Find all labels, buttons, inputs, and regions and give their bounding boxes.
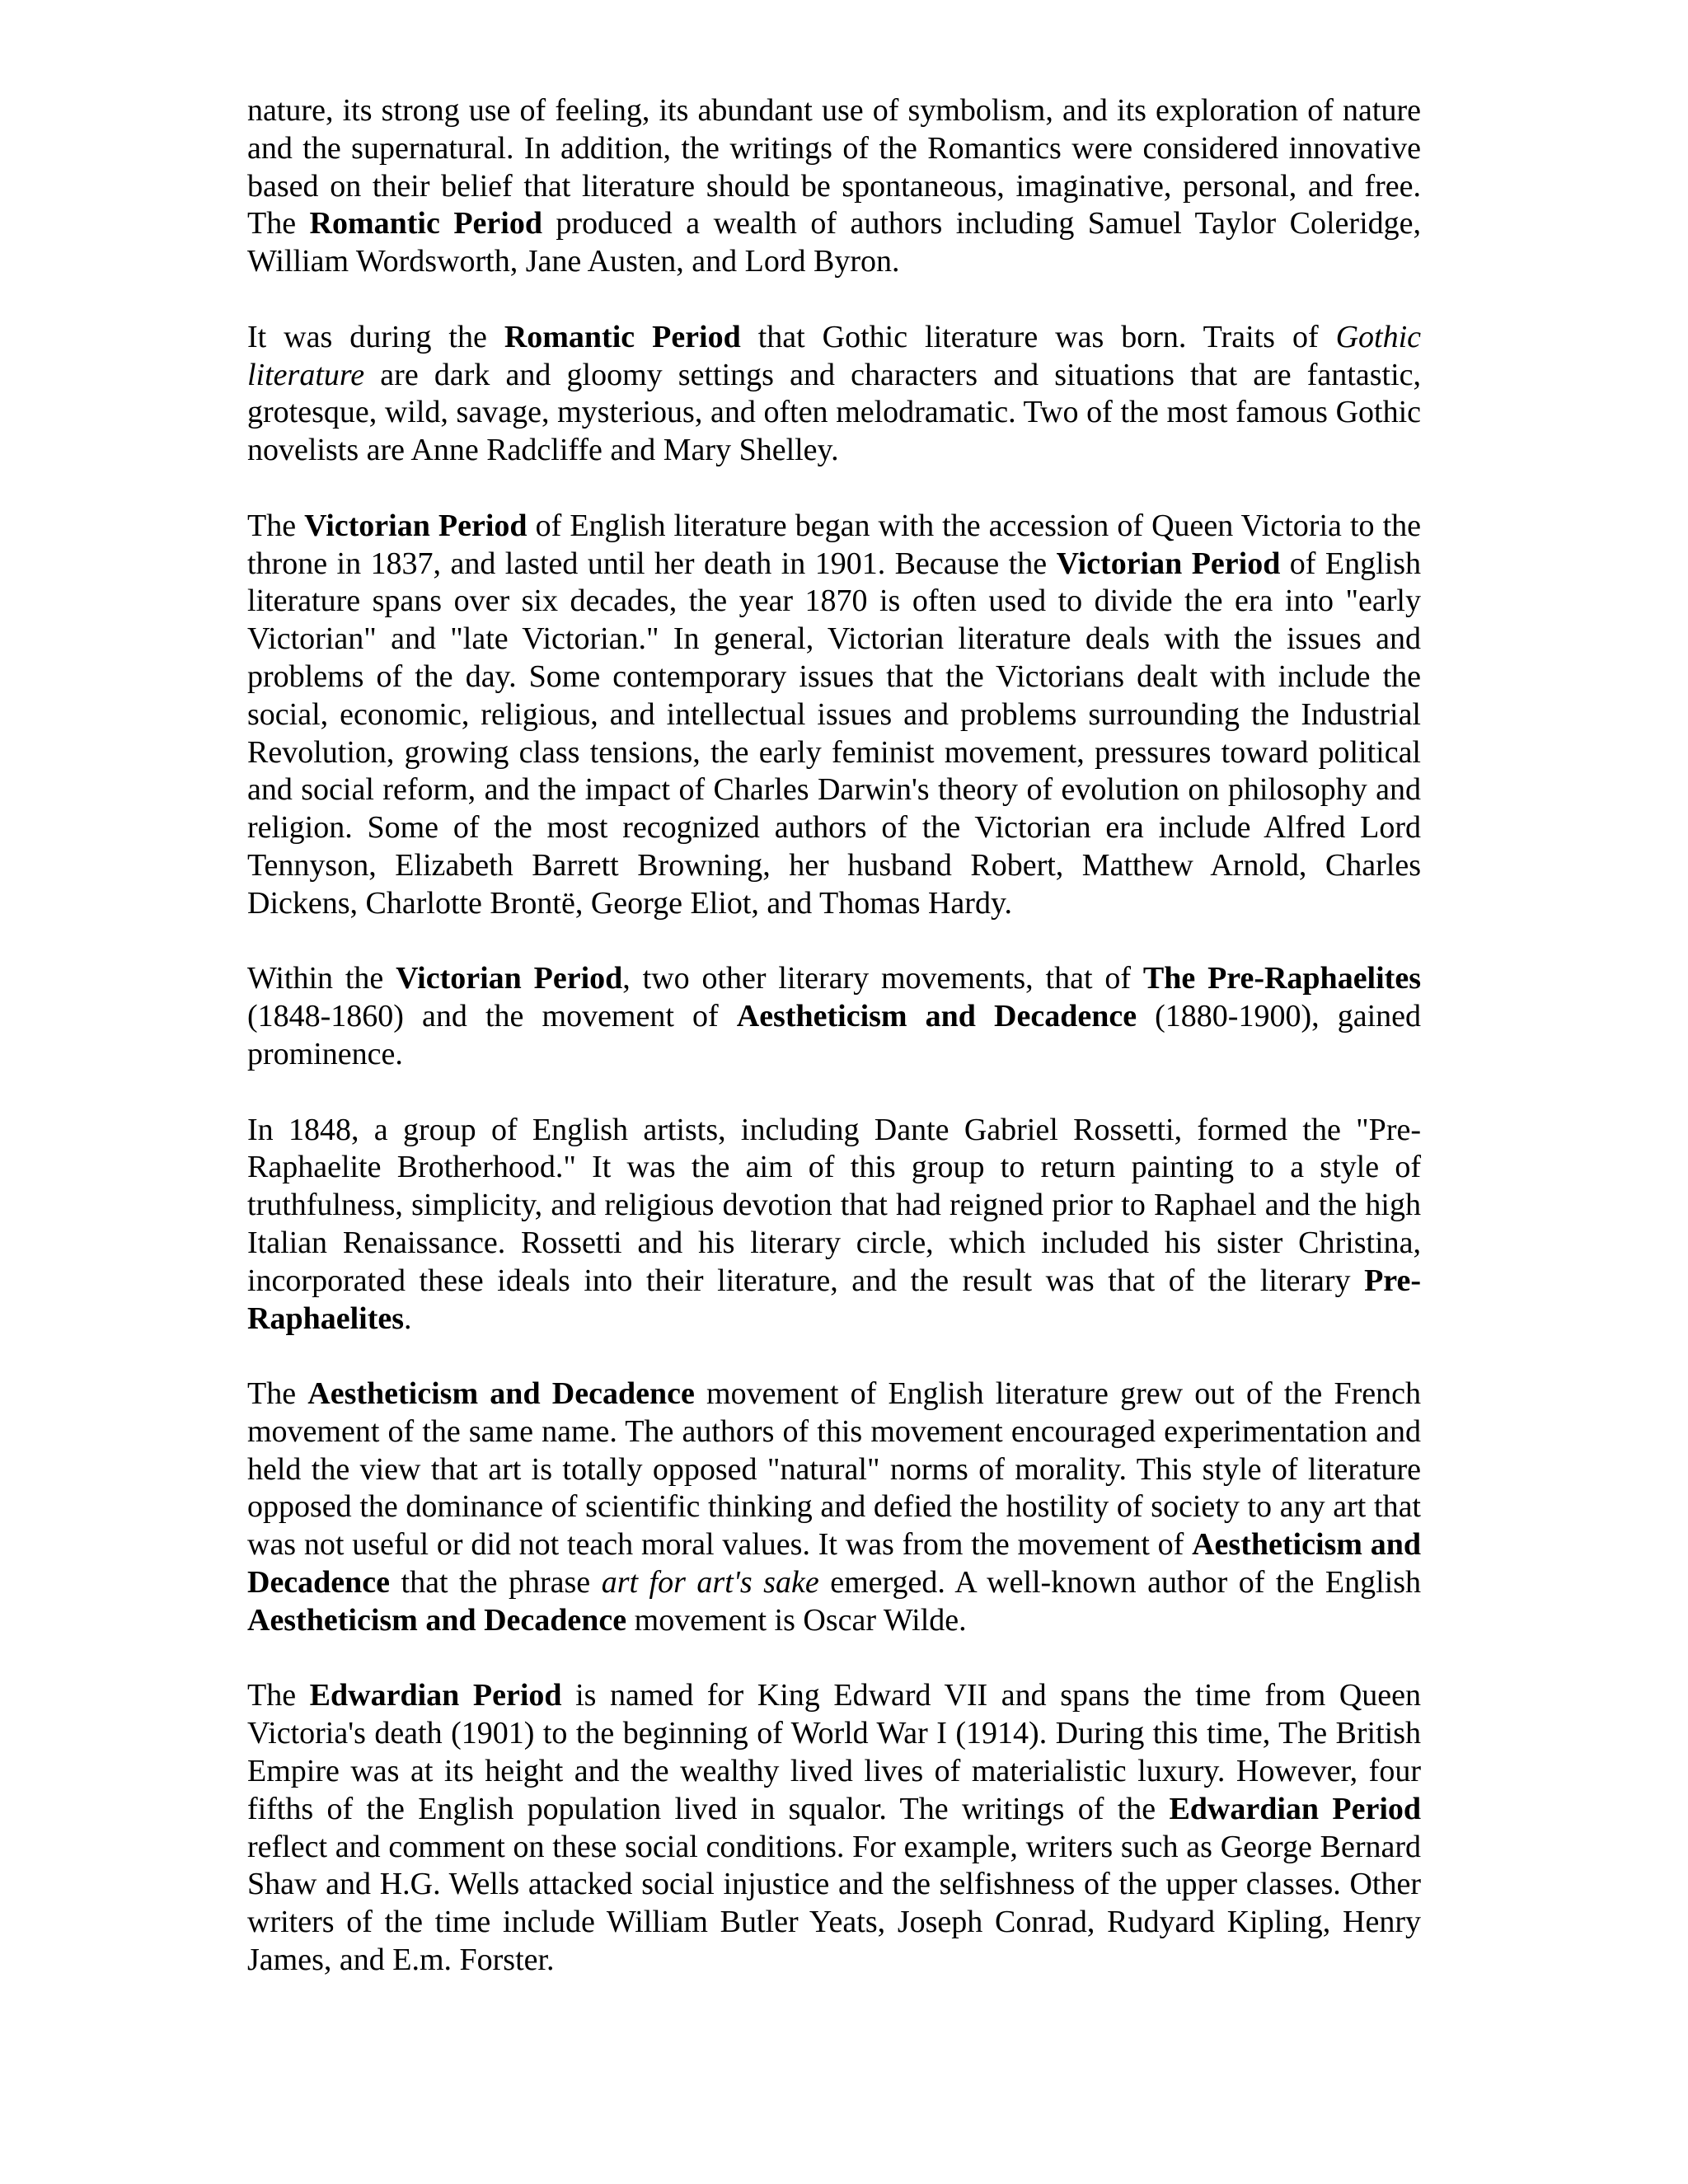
italic-term-art-for-arts-sake: art for art's sake <box>601 1565 819 1601</box>
bold-term-romantic-period: Romantic Period <box>309 206 542 241</box>
document-page <box>247 92 1421 1980</box>
paragraph-gothic-literature <box>247 319 1421 470</box>
bold-term-aestheticism-decadence: Aestheticism and Decadence <box>247 1602 627 1638</box>
text-run: , two other literary movements, that of <box>622 961 1143 996</box>
paragraph-victorian-movements <box>247 960 1421 1073</box>
text-run: emerged. A well-known author of the English <box>818 1565 1421 1601</box>
text-run: nature, its strong use of feeling, its abundant use of symbolism, and its exploration of nature and the supernatural. In addition, the writings of the Romantics were considered innovative based on their belief that literature should be spontaneous, imaginative, personal, and free. The <box>247 93 1421 241</box>
bold-term-victorian-period: Victorian Period <box>304 508 528 543</box>
bold-term-aestheticism-decadence: Aestheticism and Decadence <box>307 1376 695 1412</box>
text-run: (1880-1900), gained prominence. <box>247 999 1421 1071</box>
text-run: that the phrase <box>390 1565 602 1601</box>
text-run: Within the <box>247 961 396 996</box>
paragraph-victorian-period <box>247 508 1421 923</box>
text-run: that Gothic literature was born. Traits of <box>740 319 1336 354</box>
bold-term-victorian-period: Victorian Period <box>1056 546 1281 581</box>
text-run: are dark and gloomy settings and characters and situations that are fantastic, grotesque, wild, savage, mysterious, and often melodramatic. Two of the most famous Gothic novelists are Anne Radcliffe and Mary Shelley. <box>247 357 1421 468</box>
text-run: movement is Oscar Wilde. <box>626 1602 967 1638</box>
paragraph-aestheticism-decadence <box>247 1376 1421 1640</box>
paragraph-pre-raphaelites <box>247 1112 1421 1338</box>
text-run: of English literature spans over six decades, the year 1870 is often used to divide the era into "early Victorian" and "late Victorian." In general, Victorian literature deals with the issues and problems of the day. Some contemporary issues that the Victorians dealt with include the social, economic, religious, and intellectual issues and problems surrounding the Industrial Revolution, growing class tensions, the early feminist movement, pressures toward political and social reform, and the impact of Charles Darwin's theory of evolution on philosophy and religion. Some of the most recognized authors of the Victorian era include Alfred Lord Tennyson, Elizabeth Barrett Browning, her husband Robert, Matthew Arnold, Charles Dickens, Charlotte Brontë, George Eliot, and Thomas Hardy. <box>247 546 1422 921</box>
italic-term-gothic-literature: Gothic literature <box>247 319 1421 392</box>
text-run: In 1848, a group of English artists, including Dante Gabriel Rossetti, formed the "Pre-Raphaelite Brotherhood." It was the aim of this group to return painting to a style of truthfulness, simplicity, and religious devotion that had reigned prior to Raphael and the high Italian Renaissance. Rossetti and his literary circle, which included his sister Christina, incorporated these ideals into their literature, and the result was that of the literary <box>247 1112 1421 1298</box>
bold-term-edwardian-period: Edwardian Period <box>309 1678 562 1713</box>
text-run: The <box>247 1678 310 1713</box>
text-run: The <box>247 1376 308 1412</box>
bold-term-edwardian-period: Edwardian Period <box>1169 1791 1422 1826</box>
text-run: produced a wealth of authors including Samuel Taylor Coleridge, William Wordsworth, Jane Austen, and Lord Byron. <box>247 206 1421 279</box>
paragraph-edwardian-period <box>247 1677 1421 1979</box>
text-run: . <box>404 1301 412 1336</box>
text-run: (1848-1860) and the movement of <box>247 999 737 1034</box>
bold-term-aestheticism-decadence: Aestheticism and Decadence <box>247 1527 1421 1601</box>
text-run: is named for King Edward VII and spans the time from Queen Victoria's death (1901) to the beginning of World War I (1914). During this time, The British Empire was at its height and the wealthy lived lives of materialistic luxury. However, four fifths of the English population lived in squalor. The writings of the <box>247 1678 1422 1826</box>
paragraph-romantic-authors <box>247 92 1421 281</box>
text-run: It was during the <box>247 319 504 354</box>
bold-term-romantic-period: Romantic Period <box>504 319 741 354</box>
text-run: movement of English literature grew out of the French movement of the same name. The authors of this movement encouraged experimentation and held the view that art is totally opposed "natural" norms of morality. This style of literature opposed the dominance of scientific thinking and defied the hostility of society to any art that was not useful or did not teach moral values. It was from the movement of <box>247 1376 1422 1563</box>
text-run: of English literature began with the accession of Queen Victoria to the throne in 1837, and lasted until her death in 1901. Because the <box>247 508 1421 581</box>
text-run: The <box>247 508 305 543</box>
bold-term-pre-raphaelites: The Pre-Raphaelites <box>1142 961 1421 996</box>
bold-term-victorian-period: Victorian Period <box>396 961 623 996</box>
text-run: reflect and comment on these social conditions. For example, writers such as George Bernard Shaw and H.G. Wells attacked social injustice and the selfishness of the upper classes. Other writers of the time include William Butler Yeats, Joseph Conrad, Rudyard Kipling, Henry James, and E.m. Forster. <box>247 1829 1421 1978</box>
bold-term-pre-raphaelites: Pre-Raphaelites <box>247 1263 1421 1336</box>
bold-term-aestheticism-decadence: Aestheticism and Decadence <box>736 999 1137 1034</box>
